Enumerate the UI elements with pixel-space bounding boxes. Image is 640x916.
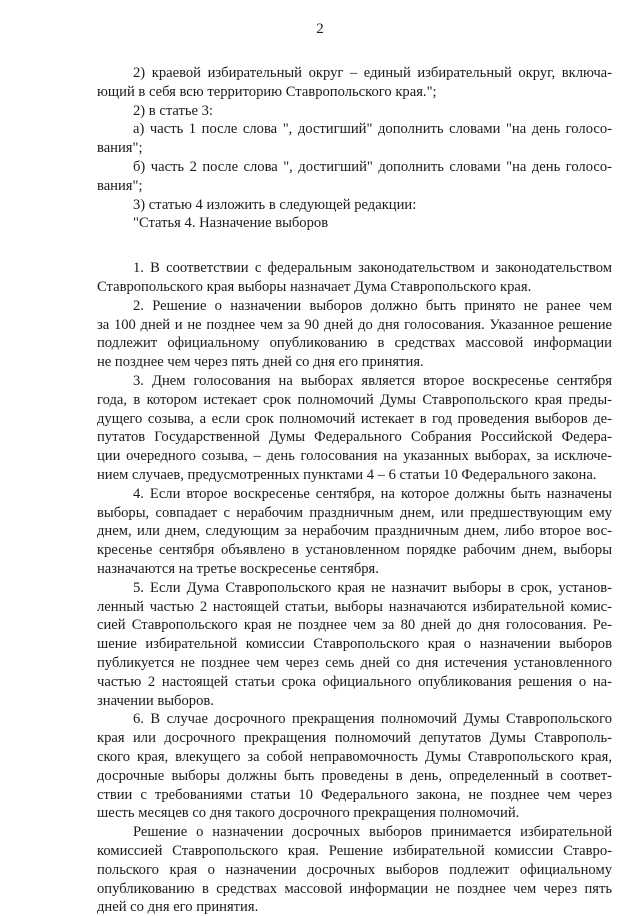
- text-line: 5. Если Дума Ставропольского края не назначит выборы в срок, установ-: [133, 580, 612, 596]
- text-line: назначаются на третье воскресенье сентября.: [97, 561, 379, 577]
- text-line: края или досрочного прекращения полномочий депутатов Думы Ставрополь-: [97, 730, 612, 746]
- text-line: шение избирательной комиссии Ставропольского края о назначении выборов: [97, 636, 612, 652]
- text-line: сией Ставропольского края не позднее чем за 80 дней до дня голосования. Ре-: [97, 617, 612, 633]
- text-line: ленный частью 2 настоящей статьи, выборы назначаются избирательной комис-: [97, 599, 612, 615]
- text-line: ствии с требованиями статьи 10 Федерального закона, не позднее чем через: [97, 787, 612, 803]
- page-number: 2: [316, 21, 324, 37]
- text-line: значении выборов.: [97, 693, 214, 709]
- text-line: Ставропольского края выборы назначает Дума Ставропольского края.: [97, 279, 532, 295]
- text-line: дней со дня его принятия.: [97, 899, 259, 915]
- text-line: ции очередного созыва, – день голосования на указанных выборах, за исключе-: [97, 448, 612, 464]
- text-line: 6. В случае досрочного прекращения полномочий Думы Ставропольского: [133, 711, 612, 727]
- text-line: путатов Государственной Думы Федерального Собрания Российской Федера-: [97, 429, 612, 445]
- text-line: 1. В соответствии с федеральным законодательством и законодательством: [133, 260, 612, 276]
- text-line: днем, или днем, следующим за нерабочим праздничным днем, либо второе вос-: [97, 523, 612, 539]
- text-line: выборы, совпадает с нерабочим праздничным днем, или предшествующим ему: [97, 505, 612, 521]
- text-line: ского края, влекущего за собой неправомочность Думы Ставропольского края,: [97, 749, 612, 765]
- text-line: частью 2 настоящей статьи срока официального опубликования решения о на-: [97, 674, 612, 690]
- text-line: шесть месяцев со дня такого досрочного прекращения полномочий.: [97, 805, 520, 821]
- text-line: 2) краевой избирательный округ – единый избирательный округ, включа-: [133, 65, 612, 81]
- text-line: опубликованию в средствах массовой информации не позднее чем через пять: [97, 881, 612, 897]
- text-line: 4. Если второе воскресенье сентября, на которое должны быть назначены: [133, 486, 612, 502]
- text-line: досрочные выборы должны быть проведены в день, определенный в соответ-: [97, 768, 612, 784]
- text-line: публикуется не позднее чем через семь дней со дня истечения установленного: [97, 655, 612, 671]
- text-line: 3) статью 4 изложить в следующей редакции:: [133, 197, 417, 213]
- text-line: не позднее чем через пять дней со дня его принятия.: [97, 354, 424, 370]
- text-line: вания";: [97, 140, 143, 156]
- text-line: нием случаев, предусмотренных пунктами 4 – 6 статьи 10 Федерального закона.: [97, 467, 597, 483]
- text-line: б) часть 2 после слова ", достигший" дополнить словами "на день голосо-: [133, 159, 612, 175]
- text-line: года, в котором истекает срок полномочий Думы Ставропольского края преды-: [97, 392, 612, 408]
- text-line: Решение о назначении досрочных выборов принимается избирательной: [133, 824, 612, 840]
- text-line: вания";: [97, 178, 143, 194]
- text-line: "Статья 4. Назначение выборов: [133, 215, 329, 231]
- text-line: комиссией Ставропольского края. Решение избирательной комиссии Ставро-: [97, 843, 612, 859]
- text-line: 2) в статье 3:: [133, 103, 213, 119]
- text-line: 3. Днем голосования на выборах является второе воскресенье сентября: [133, 373, 612, 389]
- text-line: кресенье сентября объявлено в установленном порядке рабочим днем, выборы: [97, 542, 612, 558]
- text-line: дущего созыва, а если срок полномочий истекает в год проведения выборов де-: [97, 411, 612, 427]
- text-line: польского края о назначении досрочных выборов подлежит официальному: [97, 862, 612, 878]
- text-line: ющий в себя всю территорию Ставропольского края.";: [97, 84, 437, 100]
- text-line: а) часть 1 после слова ", достигший" дополнить словами "на день голосо-: [133, 121, 612, 137]
- text-line: за 100 дней и не позднее чем за 90 дней до дня голосования. Указанное решение: [97, 317, 612, 333]
- text-line: 2. Решение о назначении выборов должно быть принято не ранее чем: [133, 298, 612, 314]
- text-line: подлежит официальному опубликованию в средствах массовой информации: [97, 335, 612, 351]
